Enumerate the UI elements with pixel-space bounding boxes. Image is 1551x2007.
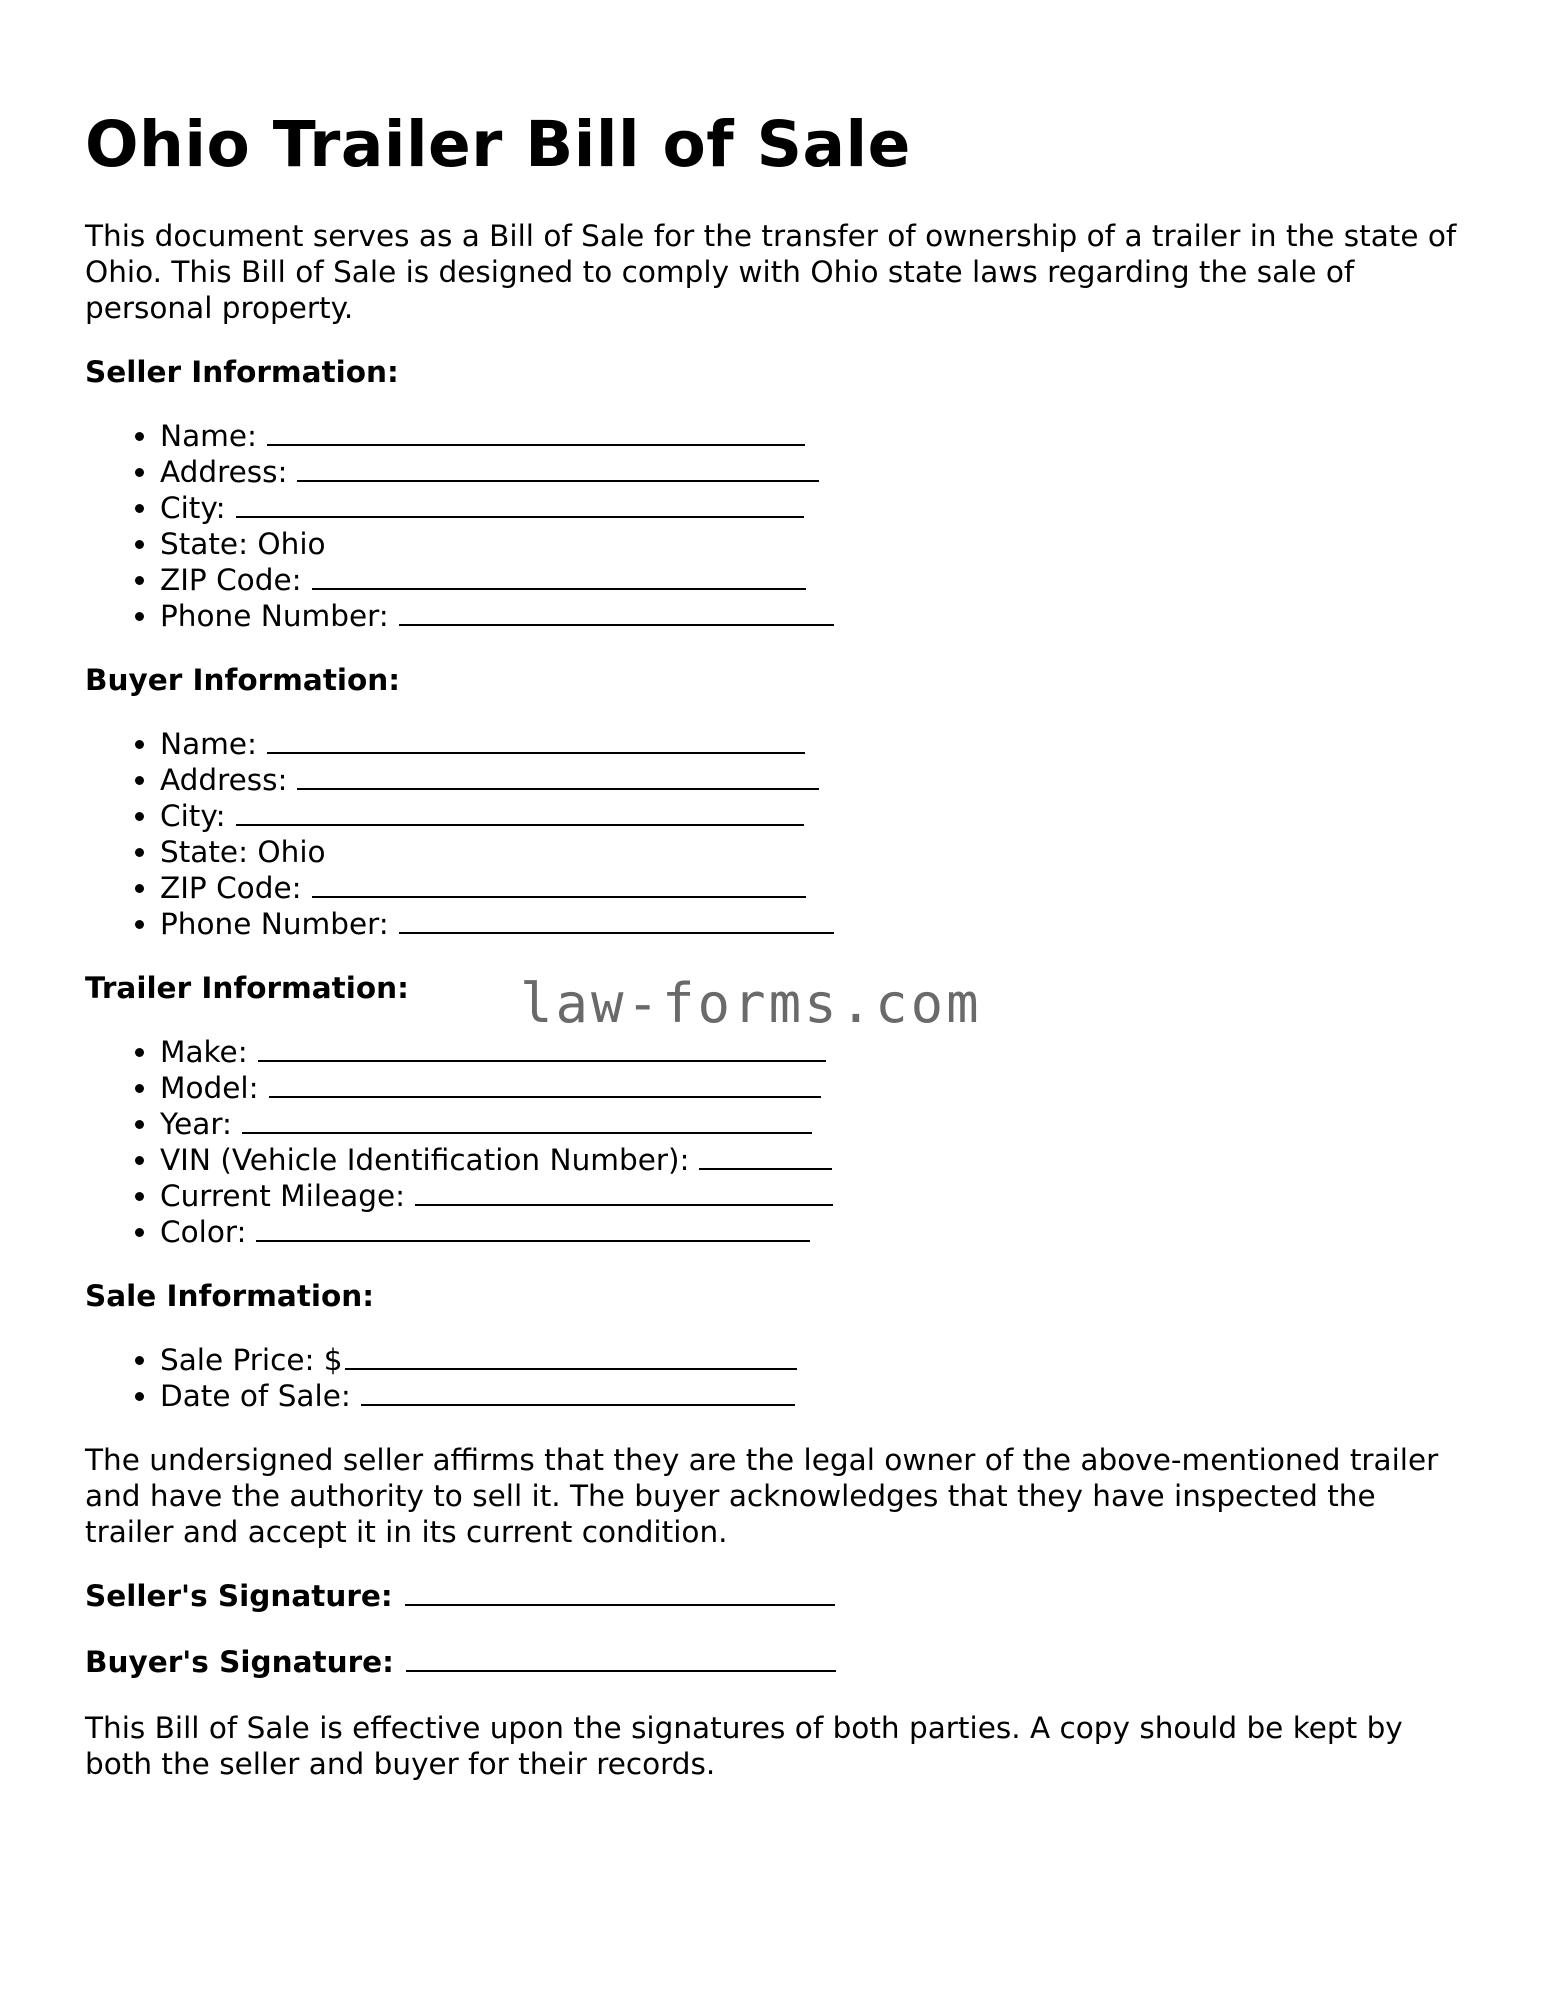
buyer-phone-blank[interactable] xyxy=(399,908,834,934)
seller-address-label: Address: xyxy=(160,455,288,489)
trailer-make-blank[interactable] xyxy=(258,1036,826,1062)
intro-paragraph: This document serves as a Bill of Sale for the transfer of ownership of a trailer in the state of Ohio. This Bill of Sale is designed to comply with Ohio state laws regarding the sale of personal property. xyxy=(85,219,1457,325)
trailer-vin-label: VIN (Vehicle Identification Number): xyxy=(160,1143,690,1177)
trailer-year-blank[interactable] xyxy=(242,1108,812,1134)
seller-name-item xyxy=(160,418,1465,454)
buyer-city-blank[interactable] xyxy=(236,800,804,826)
trailer-model-blank[interactable] xyxy=(269,1072,821,1098)
seller-city-blank[interactable] xyxy=(236,492,804,518)
buyer-address-label: Address: xyxy=(160,763,288,797)
sale-field-list xyxy=(85,1342,1465,1414)
trailer-mileage-blank[interactable] xyxy=(415,1180,833,1206)
seller-zip-item xyxy=(160,562,1465,598)
buyer-name-blank[interactable] xyxy=(267,728,805,754)
seller-field-list xyxy=(85,418,1465,634)
buyer-heading: Buyer Information: xyxy=(85,663,401,697)
buyer-phone-label: Phone Number: xyxy=(160,907,389,941)
buyer-state-label: State: Ohio xyxy=(160,835,326,869)
seller-state-item xyxy=(160,526,1465,562)
seller-phone-label: Phone Number: xyxy=(160,599,389,633)
buyer-signature-label: Buyer's Signature: xyxy=(85,1645,394,1679)
seller-city-item xyxy=(160,490,1465,526)
sale-heading: Sale Information: xyxy=(85,1279,375,1313)
seller-state-label: State: Ohio xyxy=(160,527,326,561)
trailer-vin-blank[interactable] xyxy=(699,1144,832,1170)
buyer-city-label: City: xyxy=(160,799,226,833)
document-title: Ohio Trailer Bill of Sale xyxy=(85,108,911,181)
buyer-zip-item xyxy=(160,870,1465,906)
closing-paragraph: This Bill of Sale is effective upon the signatures of both parties. A copy should be kept by both the seller and buyer for their records. xyxy=(85,1711,1403,1781)
buyer-address-item xyxy=(160,762,1465,798)
seller-phone-blank[interactable] xyxy=(399,600,834,626)
buyer-address-blank[interactable] xyxy=(297,764,819,790)
seller-signature-label: Seller's Signature: xyxy=(85,1579,393,1613)
sale-date-label: Date of Sale: xyxy=(160,1379,351,1413)
buyer-signature-blank[interactable] xyxy=(406,1646,836,1672)
buyer-signature-row xyxy=(85,1644,1465,1680)
watermark: law-forms.com xyxy=(520,972,982,1035)
seller-address-blank[interactable] xyxy=(297,456,819,482)
sale-price-item xyxy=(160,1342,1465,1378)
seller-zip-blank[interactable] xyxy=(312,564,806,590)
sale-price-label: Sale Price: $ xyxy=(160,1343,343,1377)
trailer-heading: Trailer Information: xyxy=(85,971,409,1005)
seller-city-label: City: xyxy=(160,491,226,525)
sale-price-blank[interactable] xyxy=(345,1344,797,1370)
bill-of-sale-document xyxy=(85,100,1465,1782)
buyer-city-item xyxy=(160,798,1465,834)
sale-date-item xyxy=(160,1378,1465,1414)
trailer-color-blank[interactable] xyxy=(256,1216,810,1242)
trailer-make-item xyxy=(160,1034,1465,1070)
seller-phone-item xyxy=(160,598,1465,634)
buyer-name-item xyxy=(160,726,1465,762)
buyer-phone-item xyxy=(160,906,1465,942)
trailer-year-label: Year: xyxy=(160,1107,232,1141)
trailer-model-label: Model: xyxy=(160,1071,259,1105)
buyer-field-list xyxy=(85,726,1465,942)
buyer-zip-label: ZIP Code: xyxy=(160,871,302,905)
seller-name-label: Name: xyxy=(160,419,257,453)
trailer-make-label: Make: xyxy=(160,1035,248,1069)
trailer-color-label: Color: xyxy=(160,1215,247,1249)
trailer-color-item xyxy=(160,1214,1465,1250)
buyer-name-label: Name: xyxy=(160,727,257,761)
affirmation-paragraph: The undersigned seller affirms that they are the legal owner of the above-mentioned trailer and have the authority to sell it. The buyer acknowledges that they have inspected the trailer and accept it in its current condition. xyxy=(85,1443,1439,1549)
seller-address-item xyxy=(160,454,1465,490)
seller-signature-blank[interactable] xyxy=(405,1580,835,1606)
seller-signature-row xyxy=(85,1578,1465,1614)
trailer-field-list xyxy=(85,1034,1465,1250)
sale-date-blank[interactable] xyxy=(361,1380,795,1406)
buyer-state-item xyxy=(160,834,1465,870)
trailer-model-item xyxy=(160,1070,1465,1106)
trailer-year-item xyxy=(160,1106,1465,1142)
seller-name-blank[interactable] xyxy=(267,420,805,446)
seller-heading: Seller Information: xyxy=(85,355,399,389)
trailer-vin-item xyxy=(160,1142,1465,1178)
seller-zip-label: ZIP Code: xyxy=(160,563,302,597)
trailer-mileage-item xyxy=(160,1178,1465,1214)
trailer-mileage-label: Current Mileage: xyxy=(160,1179,406,1213)
buyer-zip-blank[interactable] xyxy=(312,872,806,898)
